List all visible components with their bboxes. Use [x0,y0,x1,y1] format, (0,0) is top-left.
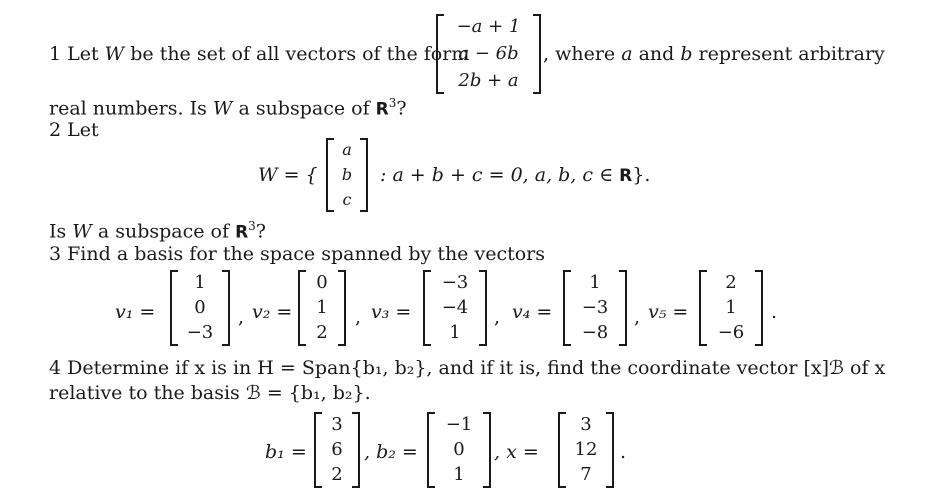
problem-1-vector [436,14,541,94]
left-bracket [170,270,178,346]
real-numbers-text: real numbers. Is [49,97,213,120]
vector-entry: −3 [186,322,214,344]
set-w-symbol: W [104,43,125,65]
right-bracket [755,270,763,346]
problem-2-vector [326,138,368,212]
right-bracket [338,270,346,346]
vector-entry: 0 [316,271,328,293]
v2-label: v₂ = [252,301,293,323]
right-bracket [483,412,491,488]
var-a: a [621,43,633,65]
left-bracket [436,14,444,94]
vector-entry: 2 [331,464,343,486]
set-w-symbol: W [212,97,233,120]
right-bracket [606,412,614,488]
vector-entry: 2 [316,322,328,344]
vector-entry: 0 [453,438,465,460]
b1-label: b₁ = [265,441,307,463]
vector-entry: −1 [445,413,473,435]
problem-1-line-2 [49,97,407,118]
v5-label: v₅ = [648,301,689,323]
vector-entry: 1 [453,464,465,486]
vector-entry: 1 [449,322,461,344]
left-bracket [314,412,322,488]
left-bracket [563,270,571,346]
vector-entry: 6 [331,438,343,460]
v1-label: v₁ = [115,301,156,323]
v2-vector [298,270,346,346]
v4-vector [563,270,627,346]
left-bracket [298,270,306,346]
set-w-symbol: W [72,220,92,243]
problem-1-prefix: 1 Let [49,43,105,65]
vector-entry: 1 [316,296,328,318]
separator: , [494,306,501,328]
problem-4-line-1: 4 Determine if x is in H = Span{b₁, b₂}, and if it is, find the coordinate vector [x]ℬ of x [49,357,886,379]
vector-entry: 12 [574,438,598,460]
vector-entry: 0 [194,296,206,318]
comma-where: , where [543,43,622,65]
problem-2-question [49,220,266,241]
vector-entry: c [342,189,352,209]
reals-symbol: R [619,166,633,186]
left-bracket [427,412,435,488]
vector-entry: 2 [725,271,737,293]
right-bracket [222,270,230,346]
v1-vector [170,270,230,346]
subspace-text: a subspace of [232,97,376,120]
vector-entry: −3 [441,271,469,293]
period: . [771,301,778,323]
problem-3-text: 3 Find a basis for the space spanned by the vectors [49,243,545,265]
problem-1-line-1-cont [543,45,885,64]
vector-entry: −4 [441,296,469,318]
vector-entry: 1 [589,271,601,293]
and-text: and [632,43,681,65]
arbitrary-text: represent arbitrary [692,43,885,65]
vector-entry: b [341,164,353,184]
condition-text: : a + b + c = 0, a, b, c ∈ [380,164,620,186]
right-bracket [479,270,487,346]
problem-2-title: 2 Let [49,119,99,141]
vector-entry: 2b + a [458,69,519,91]
set-w-definition: W = { [258,164,318,186]
v4-label: v₄ = [512,301,553,323]
separator: , [355,306,362,328]
left-bracket [558,412,566,488]
vector-entry: −6 [717,322,745,344]
left-bracket [326,138,334,212]
subspace-text: a subspace of [91,220,236,243]
problem-2-condition [380,166,650,185]
right-bracket [360,138,368,212]
v5-vector [699,270,763,346]
question-mark: ? [396,97,407,120]
var-b: b [680,43,693,65]
b2-label: , b₂ = [364,441,418,463]
problem-1-text: be the set of all vectors of the form [124,43,470,65]
vector-entry: 3 [331,413,343,435]
b2-vector [427,412,491,488]
x-vector [558,412,614,488]
reals-symbol: R [235,222,249,243]
vector-entry: 1 [725,296,737,318]
left-bracket [423,270,431,346]
question-prefix: Is [49,220,73,243]
reals-symbol: R [375,99,389,120]
b1-vector [314,412,360,488]
exponent: 3 [388,96,397,110]
left-bracket [699,270,707,346]
vector-entry: a − 6b [458,42,519,64]
right-bracket [619,270,627,346]
problem-1-line-1 [49,45,469,64]
problem-4-line-2: relative to the basis ℬ = {b₁, b₂}. [49,382,371,404]
v3-vector [423,270,487,346]
right-bracket [352,412,360,488]
vector-entry: 3 [580,413,592,435]
vector-entry: −8 [581,322,609,344]
vector-entry: 7 [580,464,592,486]
exponent: 3 [248,219,256,233]
vector-entry: 1 [194,271,206,293]
x-label: , x = [494,441,539,463]
period: . [620,441,627,463]
question-mark: ? [255,220,266,243]
right-bracket [533,14,541,94]
separator: , [634,306,641,328]
vector-entry: −a + 1 [456,16,521,38]
v3-label: v₃ = [371,301,412,323]
vector-entry: −3 [581,296,609,318]
vector-entry: a [342,140,352,160]
set-close: }. [632,164,651,186]
separator: , [238,306,245,328]
